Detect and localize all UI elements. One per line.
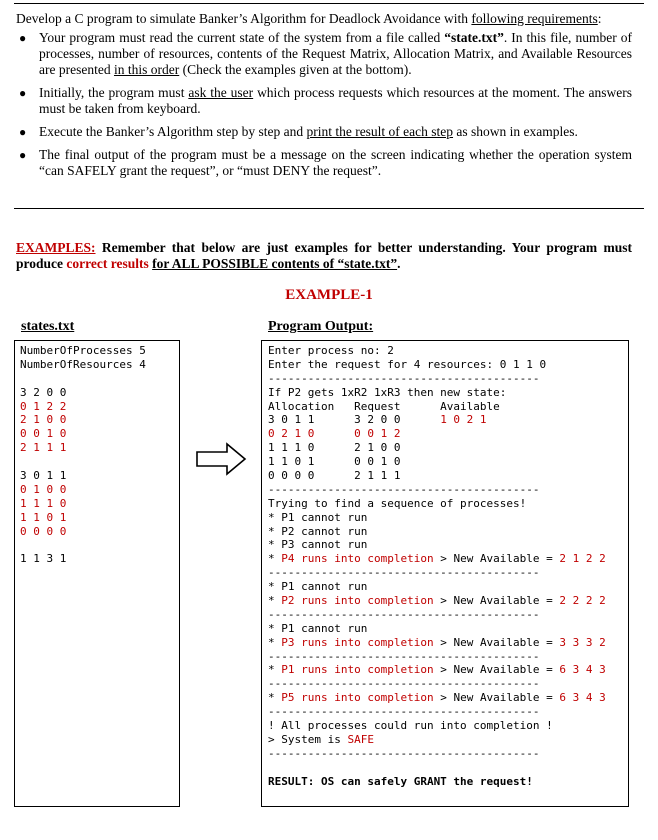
intro-suffix: : [597,11,602,26]
file-name: “state.txt” [444,30,504,45]
output-line: Allocation Request Available [268,399,500,413]
states-line: 0 0 1 0 [20,427,67,441]
intro-text: Develop a C program to simulate Banker’s Algorithm for Deadlock Avoidance with [16,11,472,26]
requirement-item: ● The final output of the program must be a message on the screen indicating whether the operation system “can SAFELY grant the request”, or “must DENY the request”. [19,147,632,178]
examples-intro: EXAMPLES: Remember that below are just examples for better understanding. Your program must produce correct results for ALL POSSIBLE contents of “state.txt”. [16,240,632,271]
output-line: ! All processes could run into completion ! [268,719,553,733]
order-link: in this order [113,62,180,77]
output-line [268,677,606,691]
output-line [268,747,606,761]
bullet-icon: ● [19,31,27,45]
requirements-list [16,30,632,186]
states-line: 3 0 1 1 [20,469,67,483]
separator: ----------------------------------------- [268,705,540,719]
separator: ----------------------------------------- [268,371,540,385]
states-line: 1 1 3 1 [20,552,67,566]
output-line [268,761,606,775]
output-line: * P3 runs into completion > New Available = 3 3 3 2 [268,635,606,649]
output-line: 1 1 1 0 2 1 0 0 [268,441,401,455]
output-line [268,483,606,497]
output-line [268,650,606,664]
requirement-item: ● Your program must read the current state of the system from a file called “state.txt”. In this file, number of processes, number of resources, contents of the Request Matrix, Allocation Matrix, and Available Resources are presented in this order (Check the examples given at the bottom). [19,30,632,77]
states-line [20,455,146,469]
output-line [268,608,606,622]
bullet-icon: ● [19,148,27,162]
separator: ----------------------------------------- [268,677,540,691]
output-line: 3 0 1 1 3 2 0 0 1 0 2 1 [268,413,487,427]
separator: ----------------------------------------- [268,566,540,580]
output-line: If P2 gets 1xR2 1xR3 then new state: [268,385,507,399]
states-line [20,372,146,386]
output-line: * P1 runs into completion > New Available = 6 3 4 3 [268,663,606,677]
output-line: * P1 cannot run [268,580,368,594]
output-line: Trying to find a sequence of processes! [268,496,527,510]
requirements-link[interactable]: following requirements [471,11,598,26]
states-line: 0 0 0 0 [20,524,67,538]
states-file-content [20,344,146,566]
states-line: 0 1 0 0 [20,482,67,496]
output-line [268,372,606,386]
output-line: > System is SAFE [268,732,374,746]
intro-paragraph [16,11,602,27]
output-line: * P5 runs into completion > New Available = 6 3 4 3 [268,691,606,705]
states-line: NumberOfProcesses 5 [20,344,146,357]
output-line: 0 2 1 0 0 0 1 2 [268,427,401,441]
separator: ----------------------------------------- [268,607,540,621]
separator: ----------------------------------------- [268,746,540,760]
states-title: states.txt [21,319,75,334]
states-line [20,538,146,552]
output-line: * P2 runs into completion > New Available = 2 2 2 2 [268,594,606,608]
output-line [268,566,606,580]
output-line [268,775,606,789]
result-text: RESULT: OS can safely GRANT the request! [268,774,533,788]
example-title: EXAMPLE-1 [285,287,373,303]
requirement-item: ● Execute the Banker’s Algorithm step by step and print the result of each step as shown in examples. [19,124,578,139]
states-line: 2 1 1 1 [20,441,67,455]
states-file-box [14,340,180,807]
top-rule [14,3,644,4]
bullet-icon: ● [19,86,27,100]
separator: ----------------------------------------- [268,649,540,663]
output-line: * P2 cannot run [268,524,368,538]
separator: ----------------------------------------- [268,482,540,496]
program-output-content [268,344,606,789]
examples-label: EXAMPLES: [16,240,96,255]
arrow-right-icon [195,442,247,476]
output-line [268,705,606,719]
requirement-item: ● Initially, the program must ask the user which process requests which resources at the moment. The answers must be taken from keyboard. [19,85,632,116]
section-divider [14,208,644,209]
states-line: 1 1 1 0 [20,496,67,510]
states-line: 3 2 0 0 [20,385,67,399]
states-line: 2 1 0 0 [20,413,67,427]
states-line: NumberOfResources 4 [20,357,146,371]
states-line: 1 1 0 1 [20,510,67,524]
output-line: * P4 runs into completion > New Available = 2 1 2 2 [268,552,606,566]
output-line: 1 1 0 1 0 0 1 0 [268,455,401,469]
output-title: Program Output: [268,319,374,334]
output-line: 0 0 0 0 2 1 1 1 [268,469,401,483]
program-output-box [261,340,629,807]
output-line: Enter process no: 2 [268,344,394,357]
bullet-icon: ● [19,125,27,139]
output-line: * P1 cannot run [268,510,368,524]
output-line: Enter the request for 4 resources: 0 1 1 0 [268,357,547,371]
states-line: 0 1 2 2 [20,399,67,413]
output-line: * P1 cannot run [268,621,368,635]
output-line: * P3 cannot run [268,538,368,552]
